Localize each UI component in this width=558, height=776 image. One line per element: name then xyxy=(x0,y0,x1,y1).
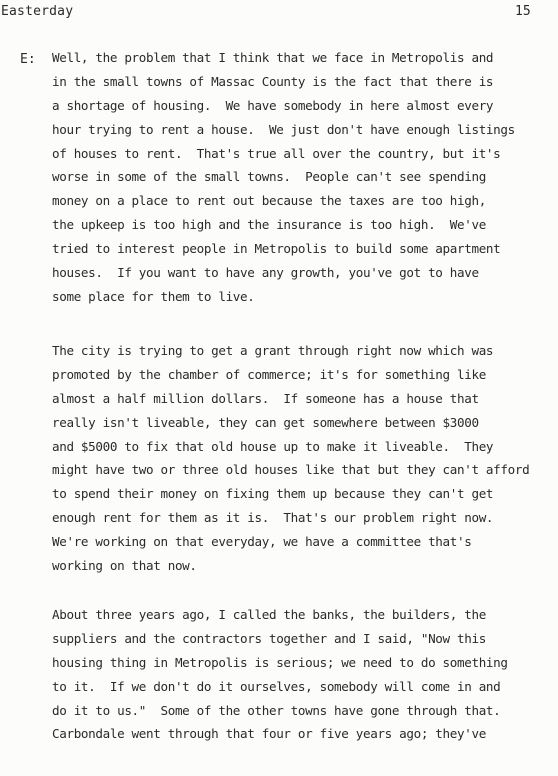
text-line: promoted by the chamber of commerce; it's for something like xyxy=(52,366,486,382)
text-line: really isn't liveable, they can get somewhere between $3000 xyxy=(52,414,479,430)
paragraph xyxy=(52,339,552,578)
text-line: worse in some of the small towns. People can't see spending xyxy=(52,169,486,185)
header-interviewee-name: Easterday xyxy=(1,4,74,19)
text-line: houses. If you want to have any growth, you've got to have xyxy=(52,265,479,281)
text-line: Carbondale went through that four or five years ago; they've xyxy=(52,726,486,742)
text-line: to it. If we don't do it ourselves, somebody will come in and xyxy=(52,678,501,694)
paragraph xyxy=(52,603,552,746)
text-line: enough rent for them as it is. That's our problem right now. xyxy=(52,510,494,526)
paragraph xyxy=(52,46,552,309)
text-line: and $5000 to fix that old house up to make it liveable. They xyxy=(52,438,494,454)
text-line: working on that now. xyxy=(52,558,197,574)
text-line: might have two or three old houses like that but they can't afford xyxy=(52,462,530,478)
text-line: hour trying to rent a house. We just don't have enough listings xyxy=(52,121,515,137)
text-line: almost a half million dollars. If someone has a house that xyxy=(52,390,479,406)
speaker-label: E: xyxy=(20,52,36,67)
text-line: housing thing in Metropolis is serious; we need to do something xyxy=(52,654,508,670)
text-line: suppliers and the contractors together and I said, "Now this xyxy=(52,630,486,646)
text-line: of houses to rent. That's true all over the country, but it's xyxy=(52,145,501,161)
text-line: Well, the problem that I think that we face in Metropolis and xyxy=(52,50,494,65)
text-line: some place for them to live. xyxy=(52,288,255,304)
text-line: a shortage of housing. We have somebody in here almost every xyxy=(52,97,494,113)
text-line: The city is trying to get a grant through right now which was xyxy=(52,343,494,358)
text-line: to spend their money on fixing them up because they can't get xyxy=(52,486,494,502)
text-line: money on a place to rent out because the taxes are too high, xyxy=(52,193,486,209)
text-line: We're working on that everyday, we have a committee that's xyxy=(52,534,472,550)
text-line: the upkeep is too high and the insurance is too high. We've xyxy=(52,217,486,233)
text-line: do it to us." Some of the other towns have gone through that. xyxy=(52,702,501,718)
text-line: About three years ago, I called the banks, the builders, the xyxy=(52,607,486,622)
text-line: in the small towns of Massac County is the fact that there is xyxy=(52,73,494,89)
text-line: tried to interest people in Metropolis to build some apartment xyxy=(52,241,501,257)
page-number: 15 xyxy=(515,4,531,19)
